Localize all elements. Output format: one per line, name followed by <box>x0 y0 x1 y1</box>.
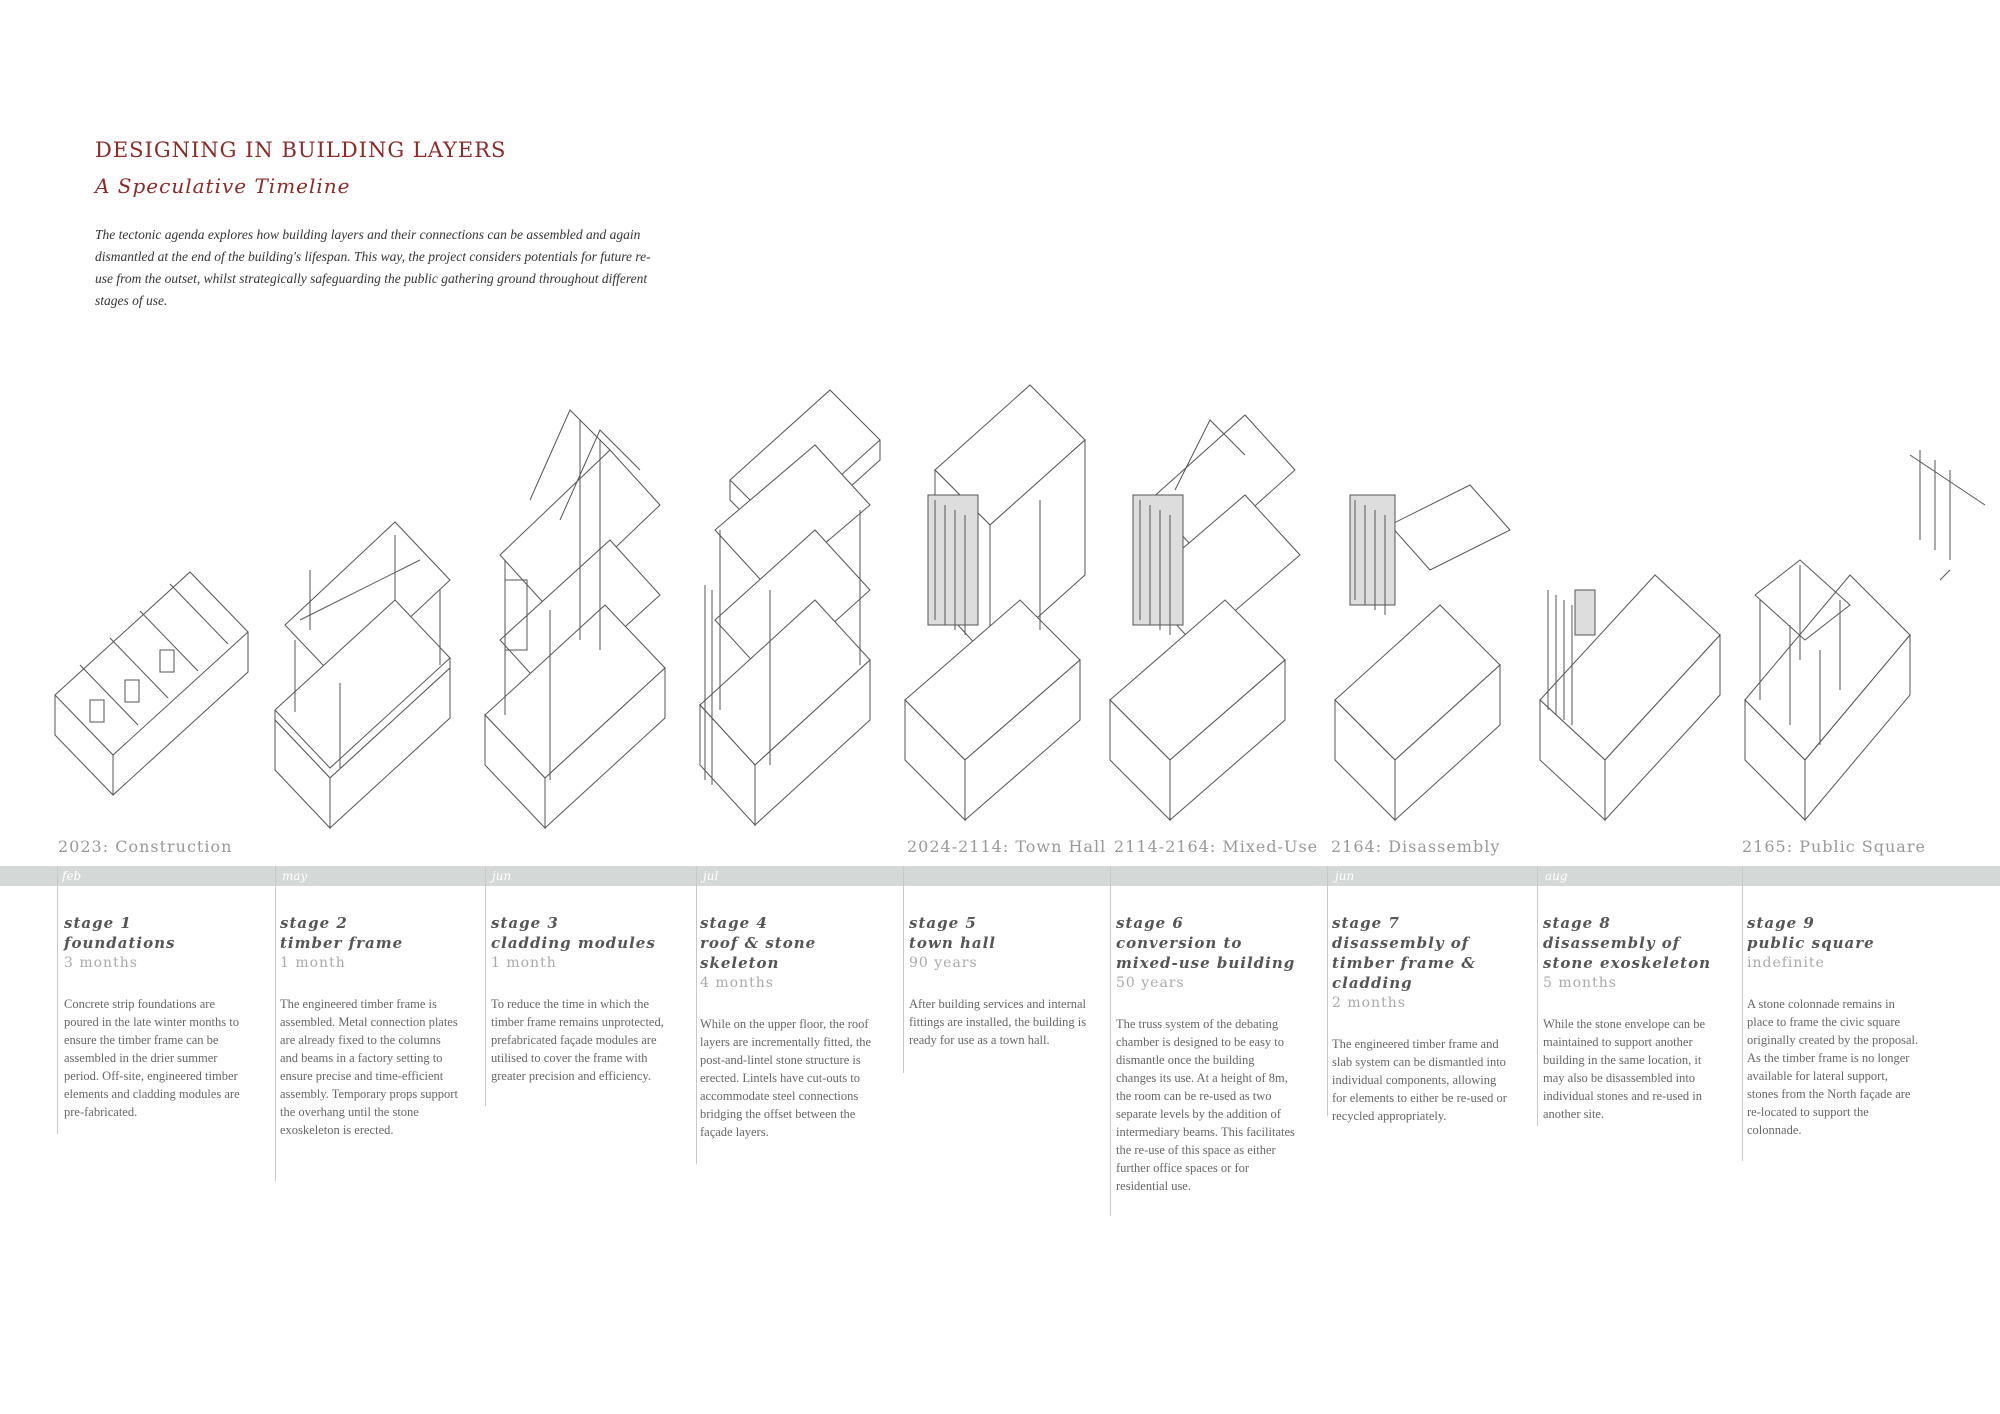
stage-name: disassembly of stone exoskeleton <box>1543 934 1712 972</box>
stage-duration: 3 months <box>64 955 138 971</box>
month-label-jun-2: jun <box>1335 869 1355 883</box>
stage-duration: 1 month <box>491 955 557 971</box>
stage-2-drawing <box>275 522 450 828</box>
stage-number: stage 2 <box>280 914 348 932</box>
stage-5-drawing <box>905 385 1085 820</box>
stage-description: The engineered timber frame is assembled. Metal connection plates are already fixed to the columns and beams in a factory setting to ensure precise and time-efficient assembly. Temporary props support the overhang until the stone exoskeleton is erected. <box>280 997 458 1137</box>
stage-name: town hall <box>909 934 996 952</box>
stage-6-divider <box>1110 866 1111 1216</box>
stage-7-divider <box>1327 866 1328 1116</box>
stage-4-column <box>700 913 888 1141</box>
stage-description: The engineered timber frame and slab system can be dismantled into individual components, allowing for elements to either be re-used or recycled appropriately. <box>1332 1037 1507 1123</box>
month-label-may: may <box>282 869 308 883</box>
stage-4-drawing <box>700 390 880 825</box>
stage-description: While on the upper floor, the roof layers are incrementally fitted, the post-and-lintel stone structure is erected. Lintels have cut-outs to accommodate steel connections bridging the offset between the façade layers. <box>700 1017 872 1139</box>
stage-1-column <box>64 913 252 1121</box>
phase-label-disassembly: 2164: Disassembly <box>1331 837 1501 856</box>
stage-name: disassembly of timber frame & cladding <box>1332 934 1476 992</box>
stage-duration: 2 months <box>1332 995 1406 1011</box>
stage-6-drawing <box>1110 415 1300 820</box>
month-label-jun: jun <box>492 869 512 883</box>
page-subtitle: A Speculative Timeline <box>95 174 351 198</box>
stage-number: stage 4 <box>700 914 768 932</box>
stage-7-drawing <box>1335 485 1510 820</box>
stage-1-divider <box>57 866 58 1134</box>
month-label-jul: jul <box>703 869 719 883</box>
stage-number: stage 3 <box>491 914 559 932</box>
phase-label-town-hall: 2024-2114: Town Hall <box>907 837 1107 856</box>
stage-9-drawing <box>1745 450 1985 820</box>
stage-9-column <box>1747 913 1935 1139</box>
stage-number: stage 1 <box>64 914 132 932</box>
phase-label-construction: 2023: Construction <box>58 837 233 856</box>
stage-duration: 90 years <box>909 955 978 971</box>
stage-7-column <box>1332 913 1520 1125</box>
stage-2-divider <box>275 866 276 1181</box>
stage-duration: 4 months <box>700 975 774 991</box>
stage-3-drawing <box>485 410 665 828</box>
stage-3-column <box>491 913 679 1085</box>
stage-3-divider <box>485 866 486 1106</box>
stage-name: cladding modules <box>491 934 656 952</box>
phase-label-public-square: 2165: Public Square <box>1742 837 1926 856</box>
stage-number: stage 6 <box>1116 914 1184 932</box>
stage-description: While the stone envelope can be maintained to support another building in the same location, it may also be disassembled into individual stones and re-used in another site. <box>1543 1017 1706 1121</box>
stage-name: conversion to mixed-use building <box>1116 934 1296 972</box>
intro-paragraph: The tectonic agenda explores how building layers and their connections can be assembled and again dismantled at the end of the building's lifespan. This way, the project considers potentials for future re-use from the outset, whilst strategically safeguarding the public gathering ground throughout different stages of use. <box>95 227 651 308</box>
stage-duration: 50 years <box>1116 975 1185 991</box>
stage-description: A stone colonnade remains in place to frame the civic square originally created by the proposal. As the timber frame is no longer available for lateral support, stones from the North façade are re-located to support the colonnade. <box>1747 997 1919 1137</box>
stage-6-column <box>1116 913 1304 1195</box>
month-label-feb: feb <box>62 869 82 883</box>
stage-5-divider <box>903 866 904 1073</box>
stage-name: timber frame <box>280 934 404 952</box>
stage-description: To reduce the time in which the timber frame remains unprotected, prefabricated façade modules are utilised to cover the frame with greater precision and efficiency. <box>491 997 664 1083</box>
page-title: DESIGNING IN BUILDING LAYERS <box>95 138 507 162</box>
stage-5-column <box>909 913 1097 1049</box>
stage-description: After building services and internal fittings are installed, the building is ready for use as a town hall. <box>909 997 1087 1047</box>
stage-1-drawing <box>55 572 248 795</box>
stage-2-column <box>280 913 468 1139</box>
stage-number: stage 9 <box>1747 914 1815 932</box>
stage-number: stage 7 <box>1332 914 1400 932</box>
stage-duration: 1 month <box>280 955 346 971</box>
stage-description: The truss system of the debating chamber is designed to be easy to dismantle once the building changes its use. At a height of 8m, the room can be re-used as two separate levels by the addition of intermediary beams. This facilitates the re-use of this space as either further office spaces or for residential use. <box>1116 1017 1295 1193</box>
month-label-aug: aug <box>1545 869 1568 883</box>
stage-9-divider <box>1742 866 1743 1161</box>
stage-number: stage 8 <box>1543 914 1611 932</box>
stage-duration: 5 months <box>1543 975 1617 991</box>
stage-number: stage 5 <box>909 914 977 932</box>
stage-8-column <box>1543 913 1731 1123</box>
stage-name: foundations <box>64 934 176 952</box>
phase-label-mixed-use: 2114-2164: Mixed-Use <box>1114 837 1319 856</box>
stage-description: Concrete strip foundations are poured in the late winter months to ensure the timber frame can be assembled in the drier summer period. Off-site, engineered timber elements and cladding modules are pre-fabricated. <box>64 997 240 1119</box>
stage-4-divider <box>696 866 697 1164</box>
stage-8-divider <box>1537 866 1538 1126</box>
stage-name: public square <box>1747 934 1875 952</box>
stage-duration: indefinite <box>1747 955 1825 971</box>
stage-8-drawing <box>1540 575 1720 820</box>
stage-name: roof & stone skeleton <box>700 934 817 972</box>
